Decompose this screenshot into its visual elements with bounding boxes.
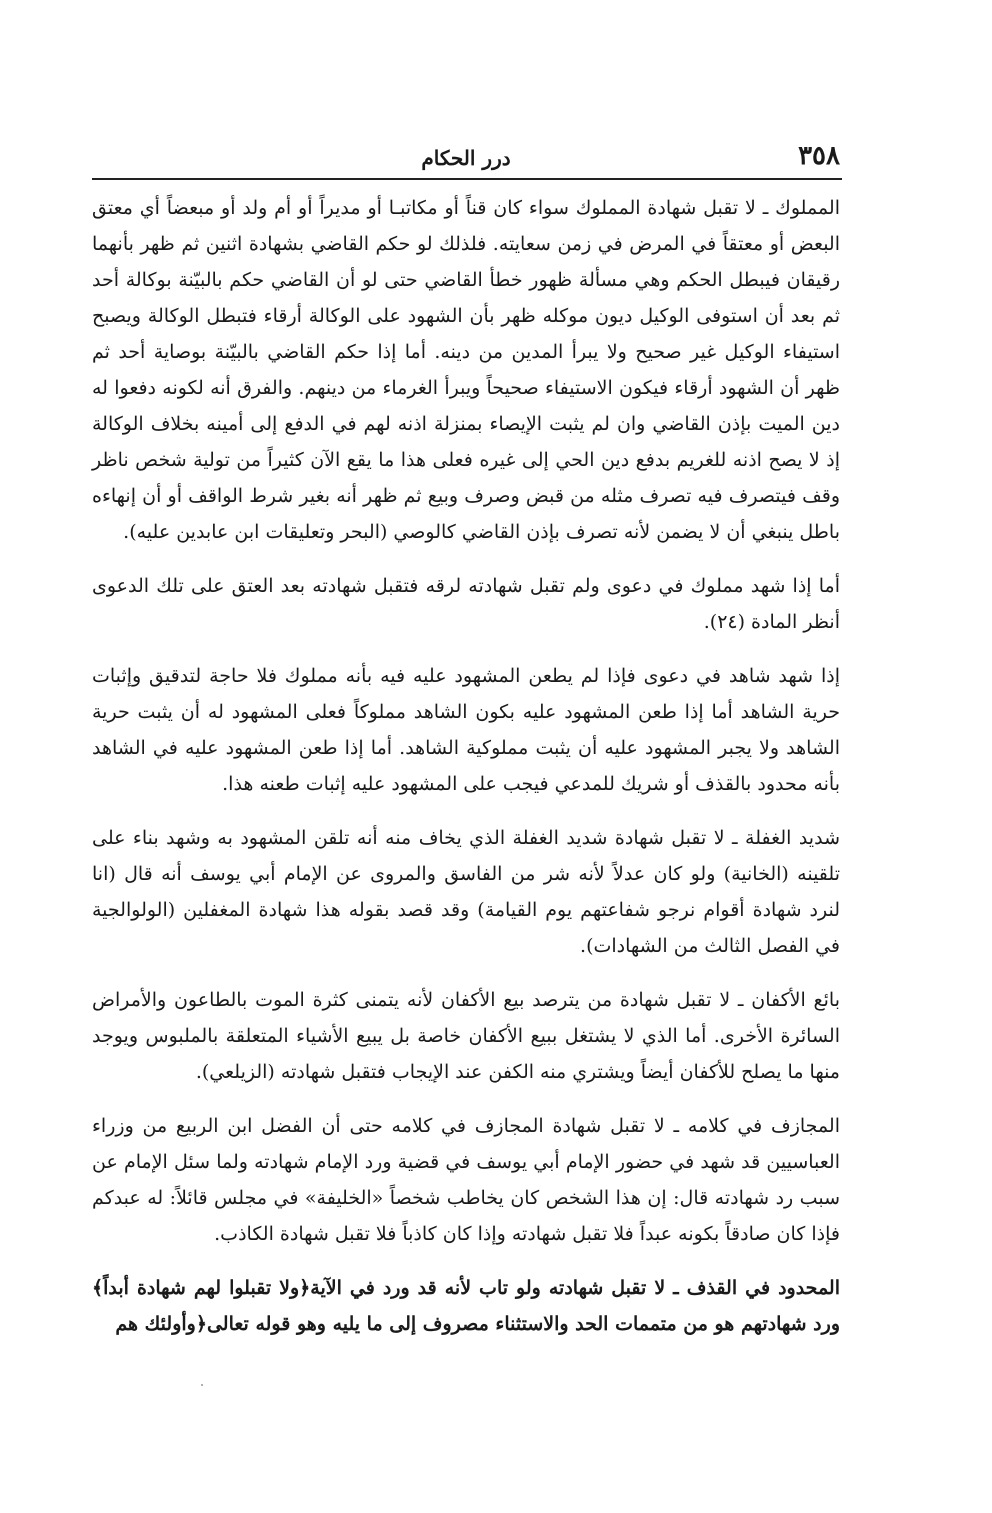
body-text	[92, 190, 840, 1360]
paragraph-mamluk: المملوك ـ لا تقبل شهادة المملوك سواء كان قناً أو مكاتبـا أو مديراً أو أم ولد أو مبعضاً أي معتق البعض أو معتقاً في المرض في زمن سعايته. فلذلك لو حكم القاضي بشهادة اثنين ثم ظهر بأنهما رقيقان فيبطل الحكم وهي مسألة ظهور خطأ القاضي حتى لو أن القاضي حكم بالبيّنة بوكالة أحد ثم بعد أن استوفى الوكيل ديون موكله ظهر بأن الشهود على الوكالة أرقاء فتبطل الوكالة ويصبح استيفاء الوكيل غير صحيح ولا يبرأ المدين من دينه. أما إذا حكم القاضي بالبيّنة بوصاية أحد ثم ظهر أن الشهود أرقاء فيكون الاستيفاء صحيحاً ويبرأ الغرماء من دينهم. والفرق أنه لكونه دفعوا له دين الميت بإذن القاضي وان لم يثبت الإيصاء بمنزلة اذنه لهم في الدفع إلى أمينه بخلاف الوكالة إذ لا يصح اذنه للغريم بدفع دين الحي إلى غيره فعلى هذا ما يقع الآن كثيراً من تولية شخص ناظر وقف فيتصرف فيه تصرف مثله من قبض وصرف وبيع ثم ظهر أنه بغير شرط الواقف أو أن إنهاءه باطل ينبغي أن لا يضمن لأنه تصرف بإذن القاضي كالوصي (البحر وتعليقات ابن عابدين عليه).	[92, 197, 840, 543]
paragraph-witness-freedom: إذا شهد شاهد في دعوى فإذا لم يطعن المشهود عليه فيه بأنه مملوك فلا حاجة لتدقيق وإثبات حرية الشاهد أما إذا طعن المشهود عليه بكون الشاهد مملوكاً فعلى المشهود له أن يثبت حرية الشاهد ولا يجبر المشهود عليه أن يثبت مملوكية الشاهد. أما إذا طعن المشهود عليه في الشاهد بأنه محدود بالقذف أو شريك للمدعي فيجب على المشهود عليه إثبات طعنه هذا.	[92, 665, 840, 795]
paragraph-reckless-speaker: المجازف في كلامه ـ لا تقبل شهادة المجازف في كلامه حتى أن الفضل ابن الربيع من وزراء العباسيين قد شهد في حضور الإمام أبي يوسف في قضية ورد الإمام شهادته ولما سئل الإمام عن سبب رد شهادته قال: إن هذا الشخص كان يخاطب شخصاً «الخليفة» في مجلس قائلاً: له عبدكم فإذا كان صادقاً بكونه عبداً فلا تقبل شهادته وإذا كان كاذباً فلا تقبل شهادة الكاذب.	[92, 1115, 840, 1245]
paragraph-heedless-witness: شديد الغفلة ـ لا تقبل شهادة شديد الغفلة الذي يخاف منه أنه تلقن المشهود به وشهد بناء على تلقينه (الخانية) ولو كان عدلاً لأنه شر من الفاسق والمروى عن الإمام أبي يوسف أنه قال (انا لنرد شهادة أقوام نرجو شفاعتهم يوم القيامة) وقد قصد بقوله هذا شهادة المغفلين (الولوالجية في الفصل الثالث من الشهادات).	[92, 827, 840, 957]
header-divider	[92, 178, 842, 180]
scan-speck	[201, 1384, 203, 1386]
page-number: ٣٥٨	[798, 141, 840, 171]
paragraph-shroud-seller: بائع الأكفان ـ لا تقبل شهادة من يترصد بيع الأكفان لأنه يتمنى كثرة الموت بالطاعون والأمراض السائرة الأخرى. أما الذي لا يشتغل ببيع الأكفان خاصة بل يبيع الأشياء المتعلقة بالملبوس ويوجد منها ما يصلح للأكفان أيضاً ويشتري منه الكفن عند الإيجاب فتقبل شهادته (الزيلعي).	[92, 989, 840, 1083]
page-header	[92, 140, 840, 176]
paragraph-freed-slave-testimony: أما إذا شهد مملوك في دعوى ولم تقبل شهادته لرقه فتقبل شهادته بعد العتق على تلك الدعوى أنظر المادة (٢٤).	[92, 575, 840, 633]
paragraph-qadhf-punished: المحدود في القذف ـ لا تقبل شهادته ولو تاب لأنه قد ورد في الآية﴿ولا تقبلوا لهم شهادة أبداً﴾ورد شهادتهم هو من متممات الحد والاستثناء مصروف إلى ما يليه وهو قوله تعالى﴿وأولئك هم	[92, 1277, 840, 1335]
running-title: درر الحكام	[421, 146, 511, 170]
